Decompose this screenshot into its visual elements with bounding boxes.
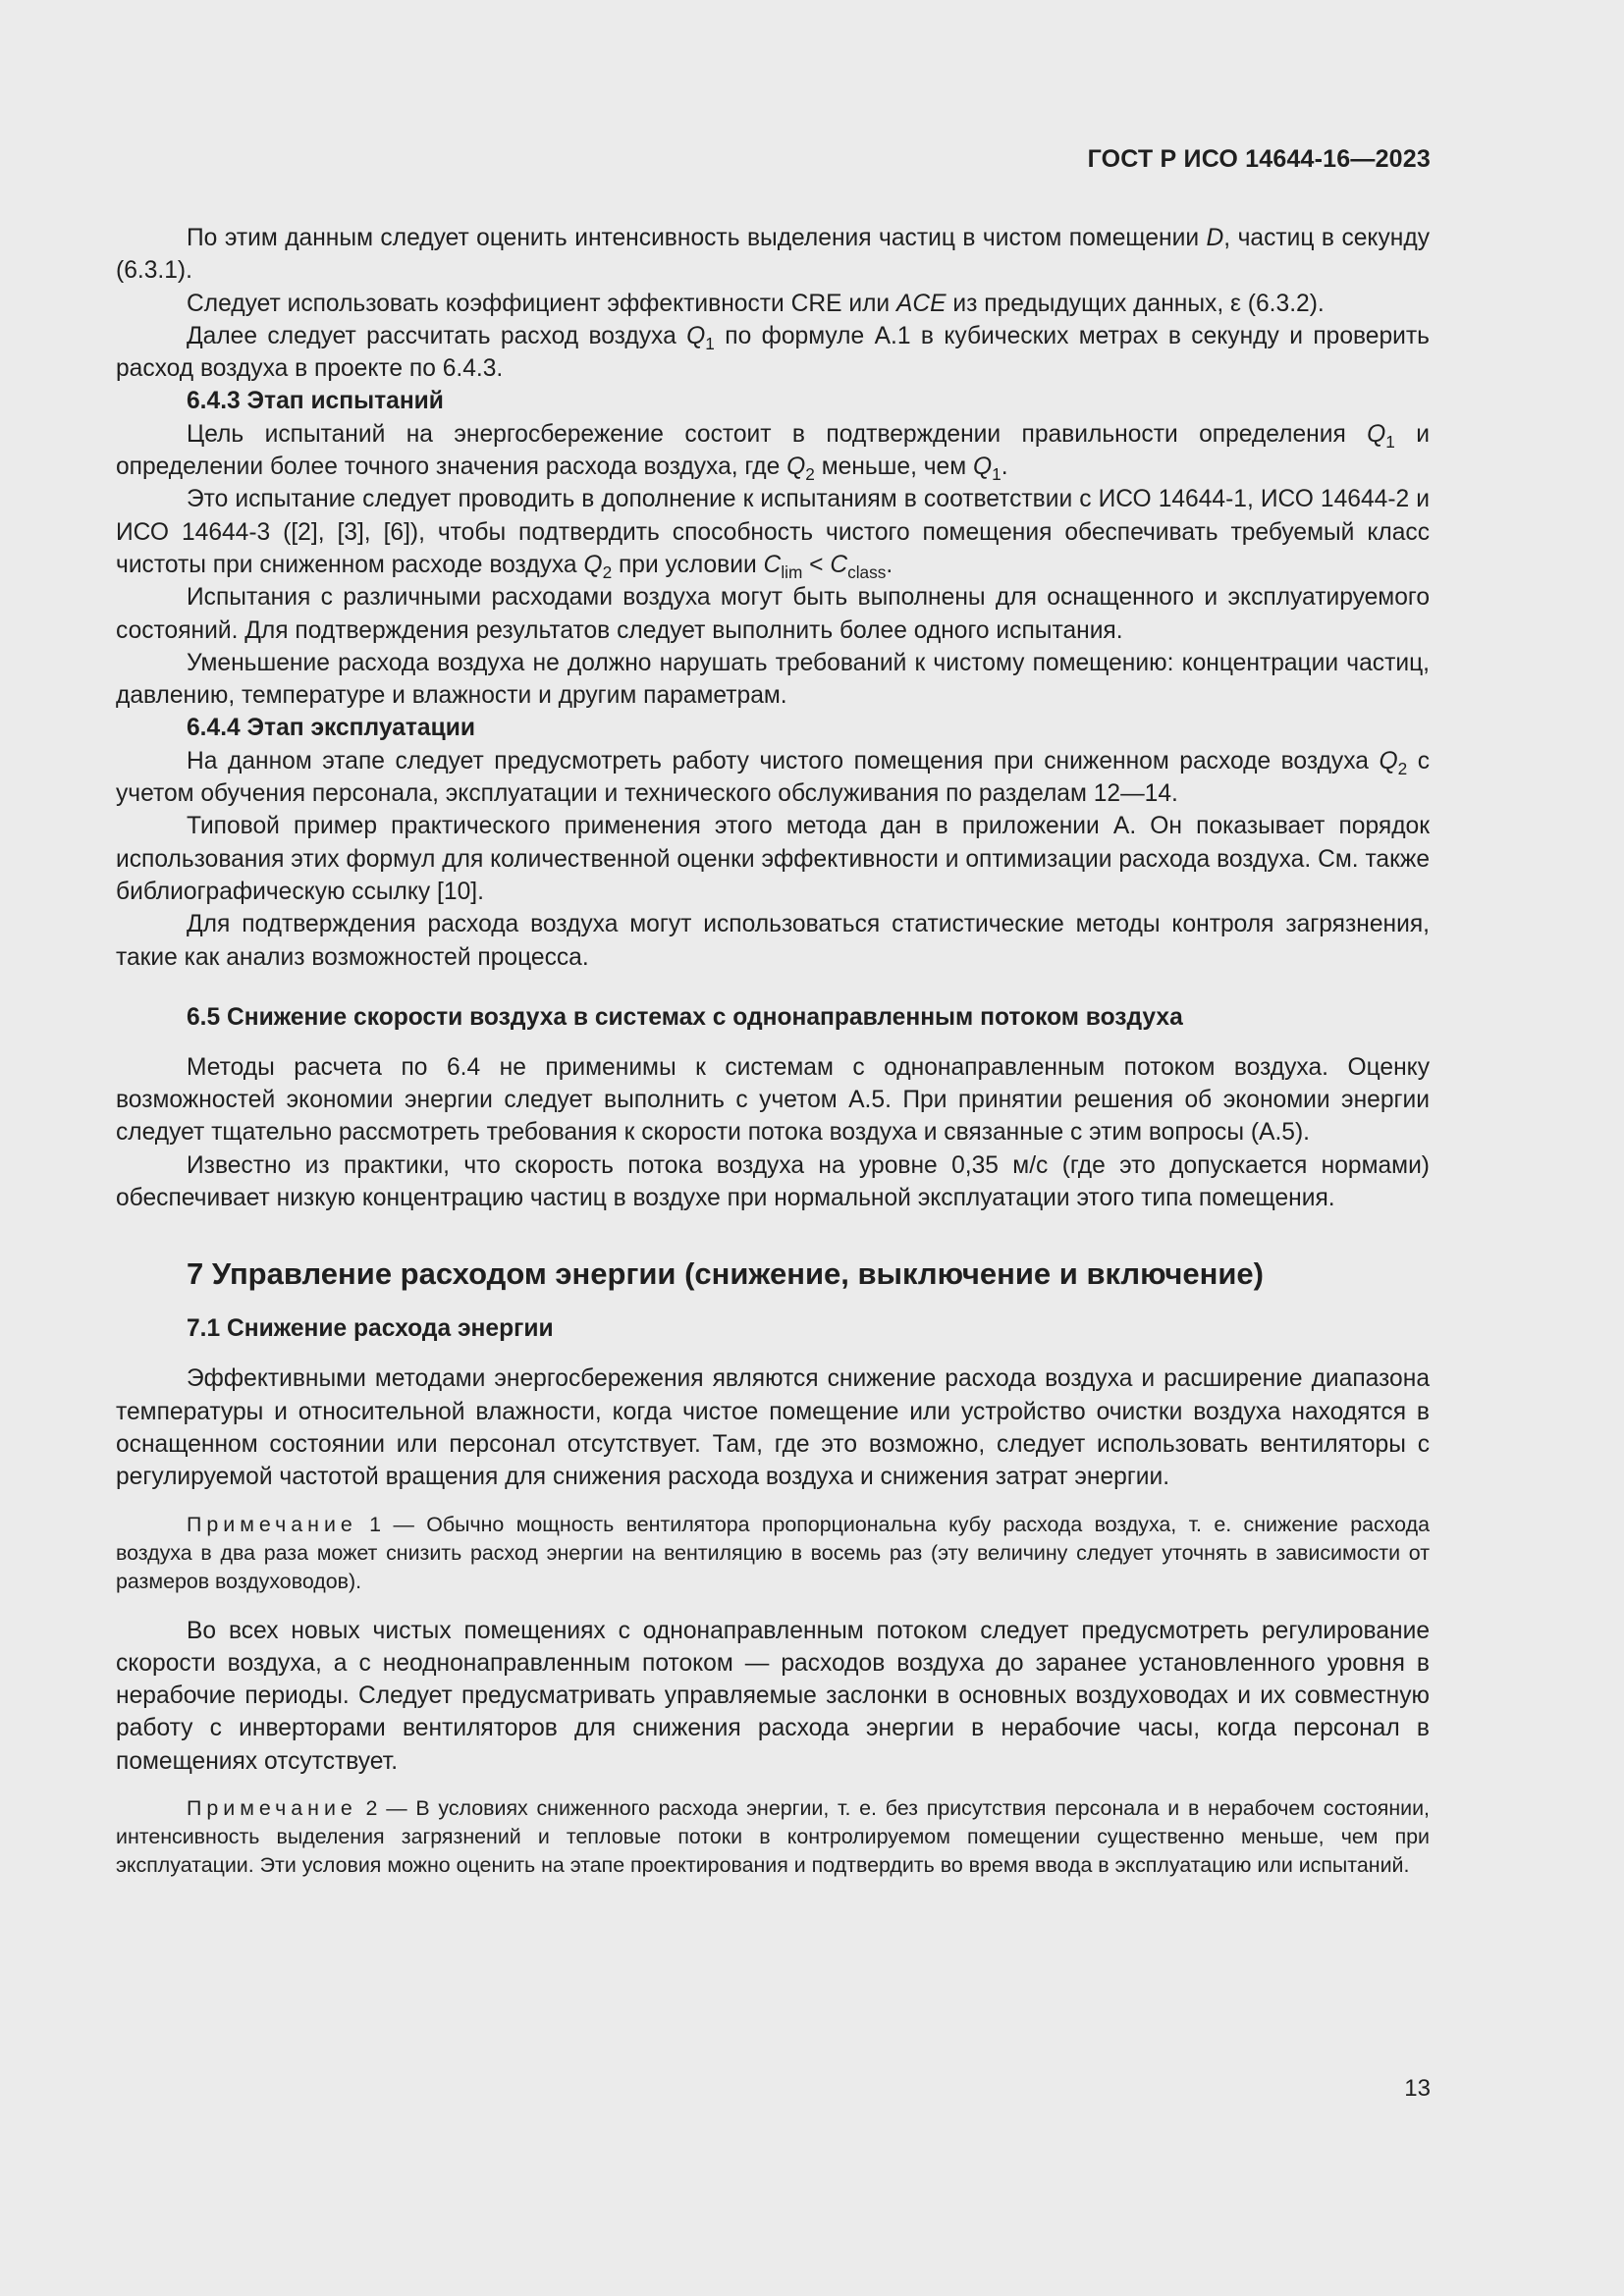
- paragraph-operation-stage: [116, 745, 1430, 811]
- text-run: Это испытание следует проводить в дополнение к испытаниям в соответствии с ИСО 14644-1, ИСО 14644-2 и ИСО 14644-3 ([2], [3], [6]), чтобы подтвердить способность чистого помещения обеспечивать требуемый класс чистоты при сниженном расходе воздуха: [116, 486, 1430, 578]
- text-run: На данном этапе следует предусмотреть работу чистого помещения при сниженном расходе воздуха: [187, 747, 1380, 774]
- symbol-q: Q: [786, 454, 806, 481]
- text-run: Следует использовать коэффициент эффективности CRE или: [187, 290, 897, 317]
- text-run: Далее следует рассчитать расход воздуха: [187, 322, 687, 349]
- symbol-c: C: [830, 551, 848, 578]
- text-run: Цель испытаний на энергосбережение состоит в подтверждении правильности определения: [187, 420, 1368, 448]
- text-run: По этим данным следует оценить интенсивность выделения частиц в чистом помещении: [187, 225, 1207, 251]
- text-run: по формуле А.1 в кубических метрах в секунду и проверить расход воздуха в проекте по 6.4.3.: [116, 322, 1430, 383]
- text-run: из предыдущих данных, ε (6.3.2).: [946, 290, 1325, 317]
- paragraph-particle-emission: [116, 222, 1430, 288]
- paragraph-new-cleanrooms: Во всех новых чистых помещениях с однонаправленным потоком следует предусмотреть регулирование скорости воздуха, а с неоднонаправленным потоком — расходов воздуха до заранее установленного уровня в нерабочие периоды. Следует предусматривать управляемые заслонки в основных воздуховодах и их совместную работу с инверторами вентиляторов для снижения расхода энергии в нерабочие часы, когда персонал в помещениях отсутствует.: [116, 1617, 1430, 1775]
- note-2: [116, 1794, 1430, 1880]
- paragraph-calc-methods: Методы расчета по 6.4 не применимы к системам с однонаправленным потоком воздуха. Оценку возможностей экономии энергии следует выполнить с учетом А.5. При принятии решения об экономии энергии следует тщательно рассмотреть требования к скорости потока воздуха и связанные с этим вопросы (А.5).: [116, 1053, 1430, 1147]
- note-1: [116, 1511, 1430, 1596]
- subscript: 2: [805, 464, 815, 485]
- text-run: с учетом обучения персонала, эксплуатации и технического обслуживания по разделам 12—14.: [116, 747, 1430, 808]
- page-number: 13: [1404, 2075, 1431, 2102]
- paragraph-air-velocity: Известно из практики, что скорость потока воздуха на уровне 0,35 м/с (где это допускается нормами) обеспечивает низкую концентрацию частиц в воздухе при нормальной эксплуатации этого типа помещения.: [116, 1151, 1430, 1212]
- text-run: при условии: [612, 551, 764, 578]
- paragraph-energy-saving: Эффективными методами энергосбережения являются снижение расхода воздуха и расширение диапазона температуры и относительной влажности, когда чистое помещение или устройство очистки воздуха находятся в оснащенном состоянии или персонал отсутствует. Там, где это возможно, следует использовать вентиляторы с регулируемой частотой вращения для снижения расхода воздуха и снижения затрат энергии.: [116, 1365, 1430, 1491]
- note-label: Примечание: [187, 1795, 357, 1820]
- text-run: и определении более точного значения расхода воздуха, где: [116, 420, 1430, 481]
- subscript: 2: [602, 561, 613, 582]
- text-run: , частиц в секунду (6.3.1).: [116, 225, 1430, 285]
- subscript: lim: [781, 561, 803, 582]
- subscript: 1: [1385, 431, 1395, 452]
- symbol-q: Q: [583, 551, 603, 578]
- text-run: .: [1001, 454, 1008, 481]
- symbol-q: Q: [686, 322, 706, 349]
- section-heading-6-5: 6.5 Снижение скорости воздуха в системах с однонаправленным потоком воздуха: [187, 1003, 1183, 1031]
- paragraph-statistical-methods: Для подтверждения расхода воздуха могут использоваться статистические методы контроля загрязнения, такие как анализ возможностей процесса.: [116, 911, 1430, 971]
- less-than: <: [802, 551, 831, 578]
- subsection-heading-6-4-4: 6.4.4 Этап эксплуатации: [187, 715, 475, 742]
- document-body: [116, 222, 1430, 1898]
- text-run: .: [886, 551, 893, 578]
- subscript: 1: [992, 464, 1001, 485]
- subscript: class: [847, 561, 887, 582]
- note-text: 2 — В условиях сниженного расхода энергии, т. е. без присутствия персонала и в нерабочем состоянии, интенсивность выделения загрязнений и тепловые потоки в контролируемом помещении существенно меньше, чем при эксплуатации. Эти условия можно оценить на этапе проектирования и подтвердить во время ввода в эксплуатацию или испытаний.: [116, 1795, 1430, 1877]
- document-header: ГОСТ Р ИСО 14644-16—2023: [1087, 145, 1431, 173]
- subsection-heading-6-4-3: 6.4.3 Этап испытаний: [187, 388, 444, 415]
- paragraph-test-states: Испытания с различными расходами воздуха могут быть выполнены для оснащенного и эксплуатируемого состояний. Для подтверждения результатов следует выполнить более одного испытания.: [116, 584, 1430, 644]
- paragraph-cre-coefficient: [116, 288, 1430, 320]
- paragraph-air-flow-calc: [116, 320, 1430, 386]
- subscript: 2: [1397, 758, 1408, 778]
- paragraph-test-goal: [116, 418, 1430, 484]
- symbol-q: Q: [1367, 420, 1386, 448]
- symbol-ace: ACE: [896, 290, 947, 317]
- symbol-q: Q: [1379, 747, 1398, 774]
- subscript: 1: [705, 333, 715, 353]
- paragraph-typical-example: Типовой пример практического применения этого метода дан в приложении А. Он показывает порядок использования этих формул для количественной оценки эффективности и оптимизации расхода воздуха. См. также библиографическую ссылку [10].: [116, 813, 1430, 905]
- note-label: Примечание: [187, 1512, 357, 1536]
- symbol-c: C: [763, 551, 782, 578]
- paragraph-requirements: Уменьшение расхода воздуха не должно нарушать требований к чистому помещению: концентрации частиц, давлению, температуре и влажности и другим параметрам.: [116, 649, 1430, 710]
- symbol-q: Q: [972, 454, 993, 481]
- paragraph-iso-tests: [116, 483, 1430, 581]
- section-heading-7: 7 Управление расходом энергии (снижение, выключение и включение): [187, 1256, 1264, 1292]
- text-run: меньше, чем: [814, 454, 973, 481]
- section-heading-7-1: 7.1 Снижение расхода энергии: [187, 1315, 554, 1343]
- symbol-d: D: [1206, 225, 1224, 251]
- note-text: 1 — Обычно мощность вентилятора пропорциональна кубу расхода воздуха, т. е. снижение расхода воздуха в два раза может снизить расход энергии на вентиляцию в восемь раз (эту величину следует уточнять в зависимости от размеров воздуховодов).: [116, 1512, 1430, 1593]
